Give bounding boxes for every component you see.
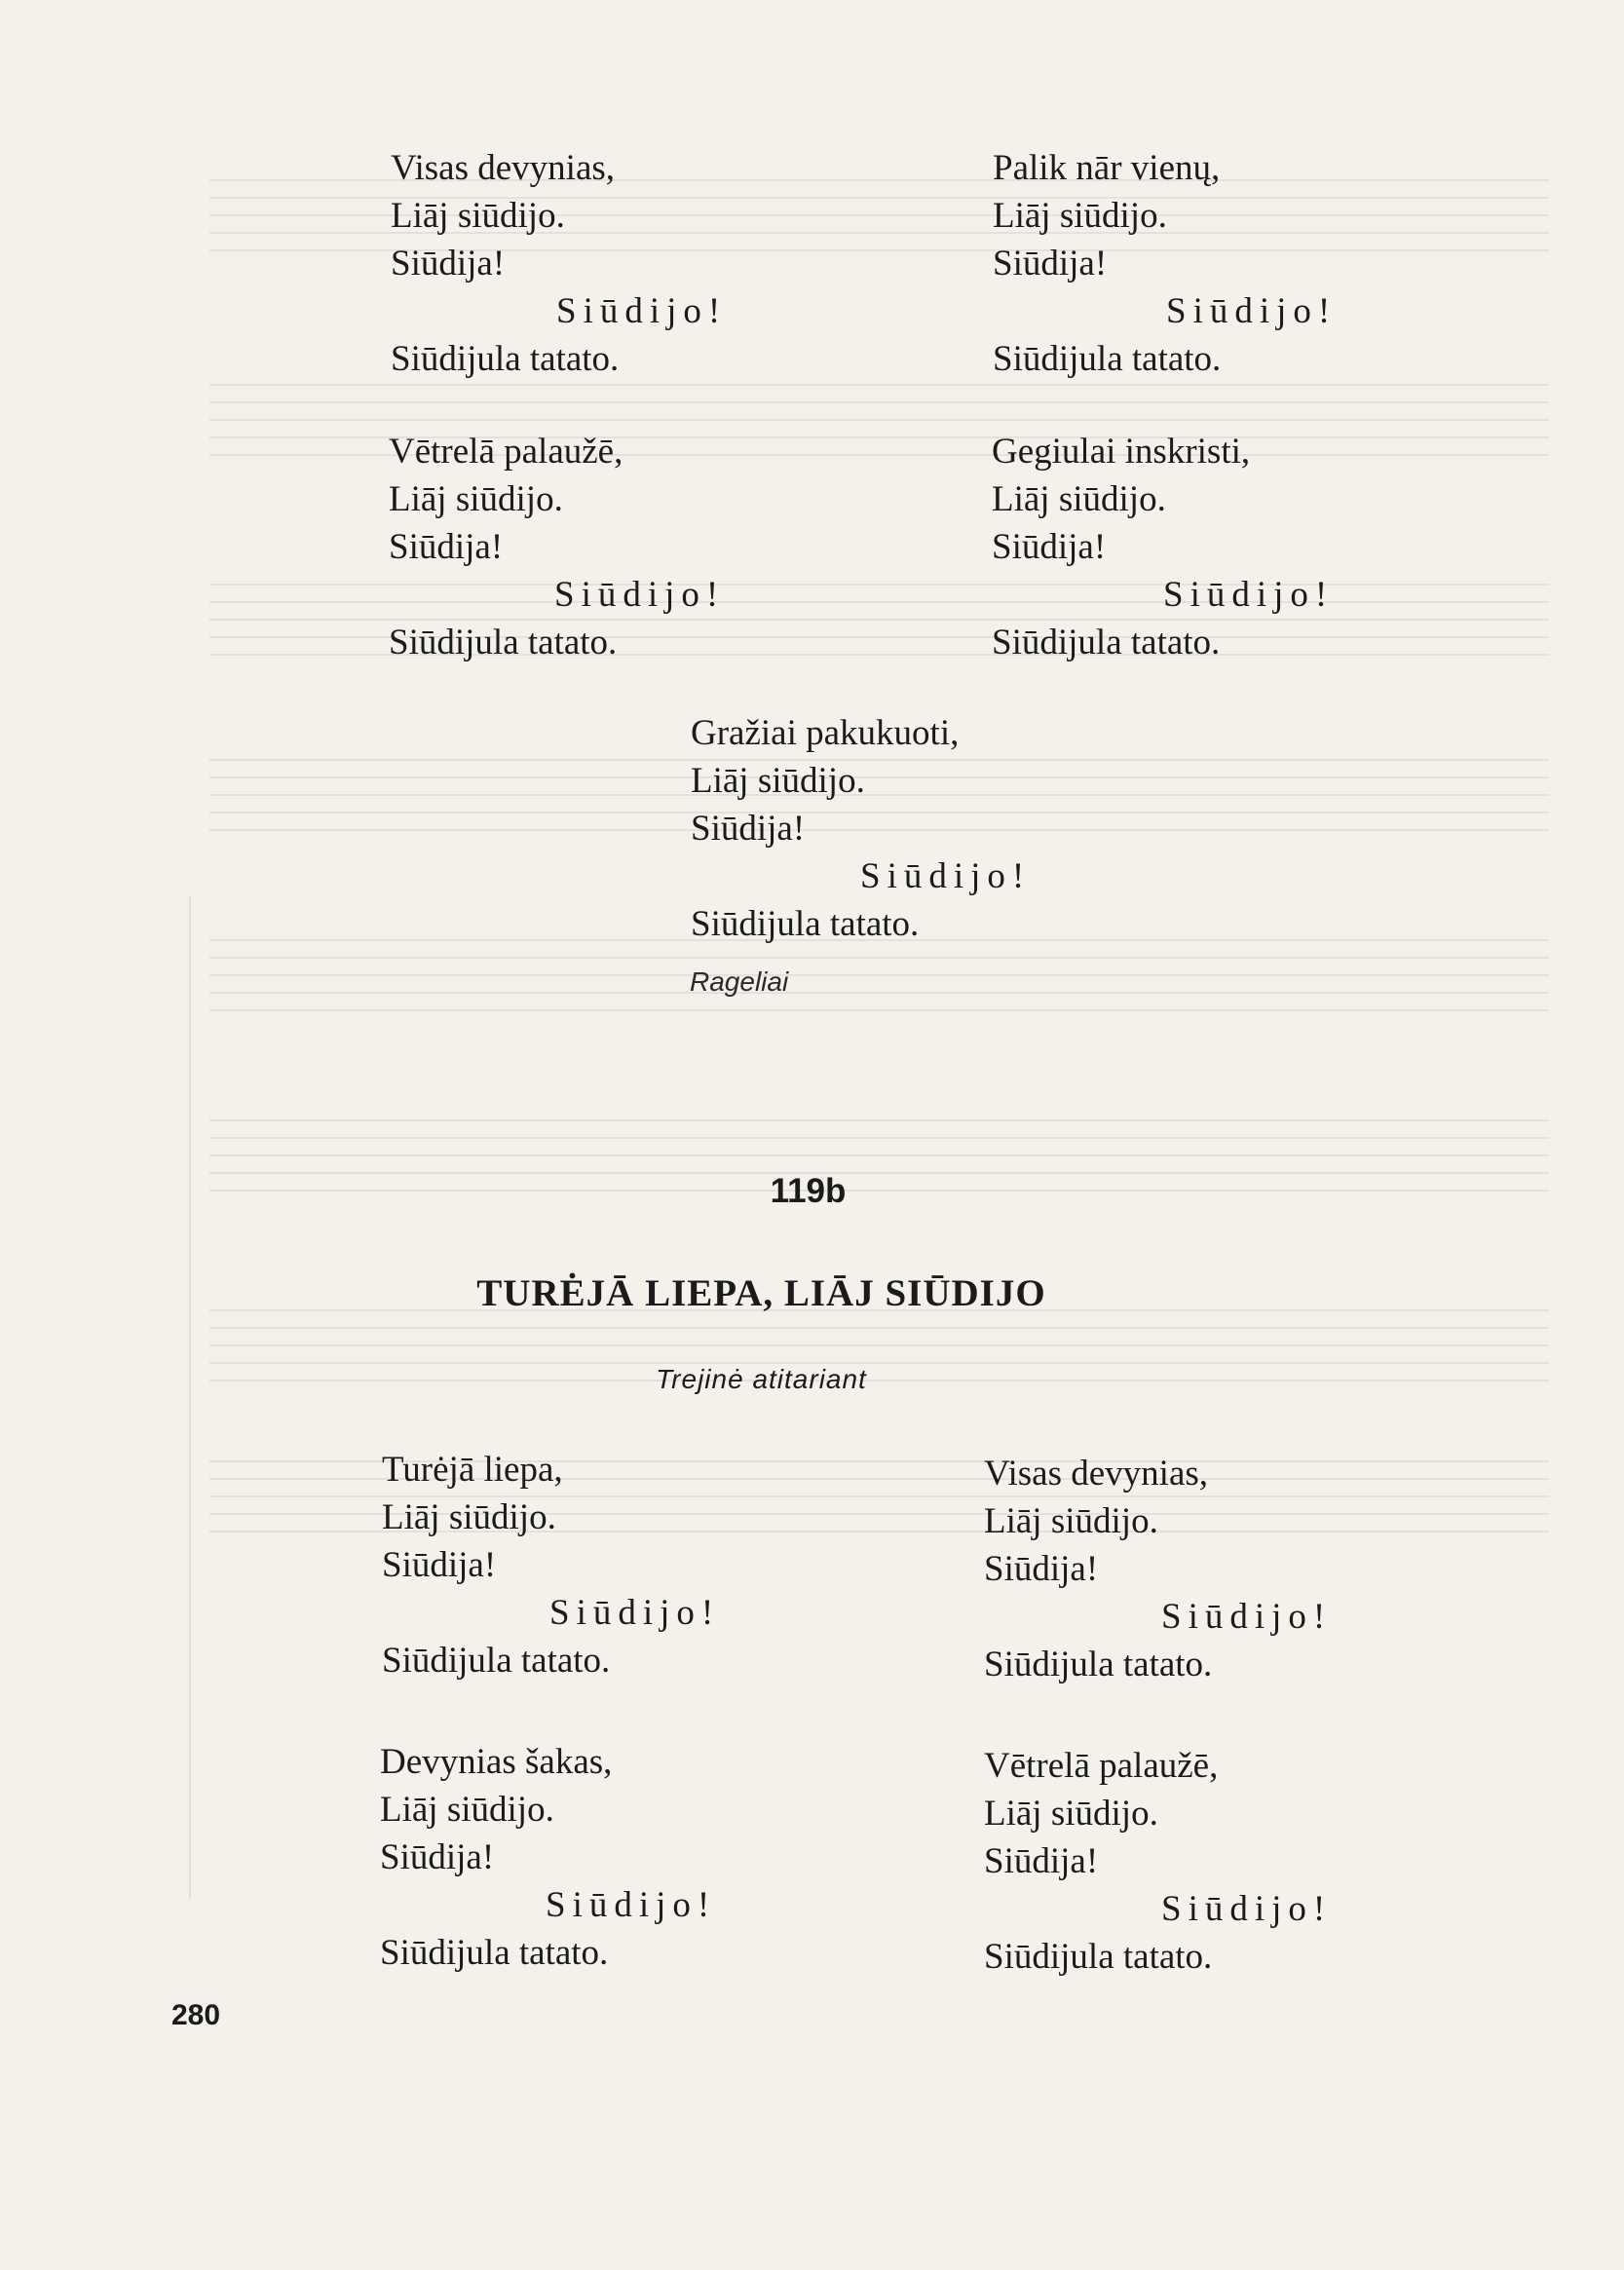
- stanza-line: Turėjā liepa,: [382, 1450, 563, 1490]
- stanza-line: Liāj siūdijo.: [993, 196, 1167, 236]
- stanza-refrain: Siūdijo!: [554, 575, 726, 615]
- stanza-refrain: Siūdijo!: [556, 291, 728, 331]
- stanza-line: Siūdija!: [992, 527, 1107, 567]
- stanza-line: Vētrelā palaužē,: [389, 432, 623, 472]
- stanza-line: Siūdijula tatato.: [382, 1641, 611, 1681]
- stanza-refrain: Siūdijo!: [549, 1593, 721, 1633]
- stanza-line: Siūdijula tatato.: [389, 623, 618, 662]
- stanza-line: Siūdijula tatato.: [984, 1937, 1213, 1977]
- stanza: [984, 1450, 1332, 1688]
- stanza-line: Siūdijula tatato.: [391, 339, 620, 379]
- page-number: 280: [171, 1999, 221, 2031]
- stanza: [984, 1742, 1332, 1981]
- stanza-refrain: Siūdijo!: [1166, 291, 1338, 331]
- stanza-refrain: Siūdijo!: [1161, 1597, 1333, 1637]
- stanza-line: Liāj siūdijo.: [391, 196, 565, 236]
- stanza-line: Siūdija!: [389, 527, 504, 567]
- stanza-line: Siūdijula tatato.: [380, 1933, 609, 1973]
- stanza: [391, 144, 727, 383]
- stanza-line: Siūdijula tatato.: [993, 339, 1222, 379]
- stanza-line: Liāj siūdijo.: [380, 1790, 554, 1830]
- stanza: [691, 709, 1031, 948]
- stanza-line: Siūdija!: [382, 1545, 497, 1585]
- stanza-refrain: Siūdijo!: [546, 1885, 717, 1925]
- stanza-line: Gražiai pakukuoti,: [691, 713, 960, 753]
- stanza-line: Siūdija!: [391, 244, 506, 284]
- stanza: [993, 144, 1337, 383]
- source-place: Rageliai: [690, 966, 789, 997]
- song-title: TURĖJĀ LIEPA, LIĀJ SIŪDIJO: [476, 1272, 1046, 1314]
- stanza: [992, 428, 1334, 666]
- stanza-line: Siūdija!: [984, 1841, 1099, 1881]
- stanza-line: Gegiulai inskristi,: [992, 432, 1251, 472]
- stanza-line: Visas devynias,: [391, 148, 616, 188]
- stanza-line: Liāj siūdijo.: [984, 1794, 1158, 1834]
- stanza-line: Liāj siūdijo.: [984, 1501, 1158, 1541]
- stanza-line: Liāj siūdijo.: [382, 1497, 556, 1537]
- stanza-line: Siūdija!: [993, 244, 1108, 284]
- stanza: [389, 428, 725, 666]
- song-subtitle: Trejinė atitariant: [656, 1364, 867, 1394]
- stanza-line: Devynias šakas,: [380, 1742, 613, 1782]
- song-number: 119b: [770, 1172, 847, 1210]
- stanza-line: Siūdija!: [984, 1549, 1099, 1589]
- stanza-refrain: Siūdijo!: [1163, 575, 1335, 615]
- stanza-refrain: Siūdijo!: [1161, 1889, 1333, 1929]
- stanza-line: Palik nār vienų,: [993, 148, 1221, 188]
- stanza-refrain: Siūdijo!: [860, 856, 1032, 896]
- stanza-line: Siūdijula tatato.: [691, 904, 920, 944]
- stanza-line: Liāj siūdijo.: [992, 479, 1166, 519]
- stanza-line: Siūdijula tatato.: [984, 1645, 1213, 1684]
- stanza-line: Siūdija!: [380, 1837, 495, 1877]
- stanza-line: Vētrelā palaužē,: [984, 1746, 1219, 1786]
- stanza: [380, 1738, 716, 1977]
- stanza-line: Siūdija!: [691, 809, 806, 849]
- stanza-line: Liāj siūdijo.: [389, 479, 563, 519]
- stanza-line: Siūdijula tatato.: [992, 623, 1221, 662]
- stanza: [382, 1446, 720, 1684]
- stanza-line: Visas devynias,: [984, 1454, 1209, 1494]
- stanza-line: Liāj siūdijo.: [691, 761, 865, 801]
